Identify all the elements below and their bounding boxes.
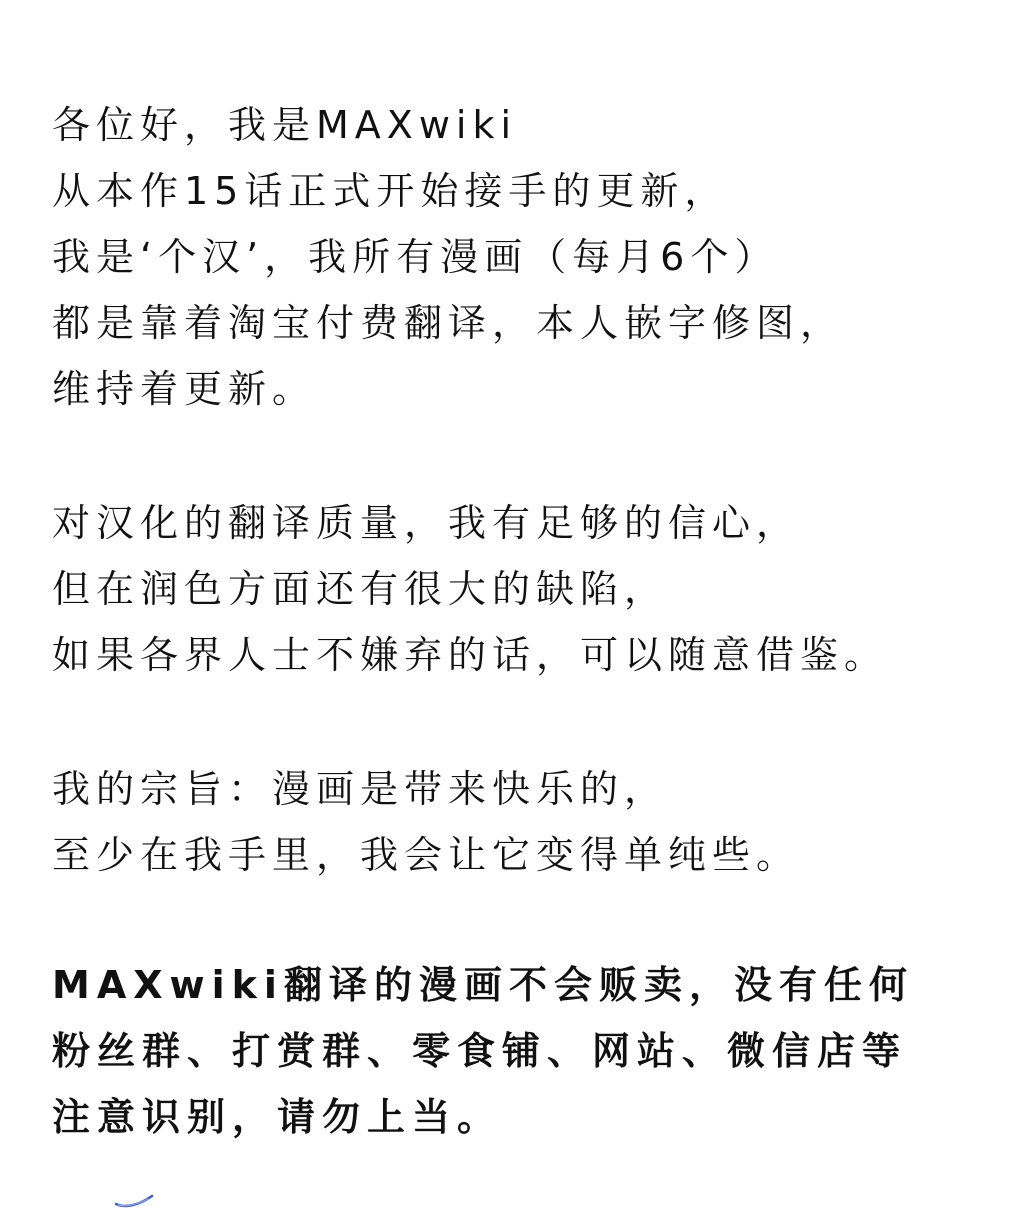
text-line: 各位好，我是MAXwiki [52, 103, 518, 147]
text-line: 维持着更新。 [52, 367, 317, 411]
intro-paragraph [52, 92, 844, 422]
text-line: 注意识别，请勿上当。 [52, 1095, 503, 1139]
text-line: 我是‘个汉’，我所有漫画（每月6个） [52, 235, 779, 279]
text-line: 从本作15话正式开始接手的更新， [52, 169, 729, 213]
text-line: MAXwiki翻译的漫画不会贩卖，没有任何 [52, 963, 914, 1007]
text-line: 但在润色方面还有很大的缺陷， [52, 567, 669, 611]
text-line: 我的宗旨：漫画是带来快乐的， [52, 767, 669, 811]
pen-stroke-mark [112, 1188, 156, 1210]
text-line: 都是靠着淘宝付费翻译，本人嵌字修图， [52, 301, 845, 345]
quality-paragraph [52, 490, 888, 688]
text-line: 粉丝群、打赏群、零食铺、网站、微信店等 [52, 1029, 908, 1073]
text-line: 对汉化的翻译质量，我有足够的信心， [52, 501, 801, 545]
text-line: 至少在我手里，我会让它变得单纯些。 [52, 833, 801, 877]
purpose-paragraph [52, 756, 800, 888]
text-line: 如果各界人士不嫌弃的话，可以随意借鉴。 [52, 633, 889, 677]
warning-paragraph [52, 952, 914, 1150]
